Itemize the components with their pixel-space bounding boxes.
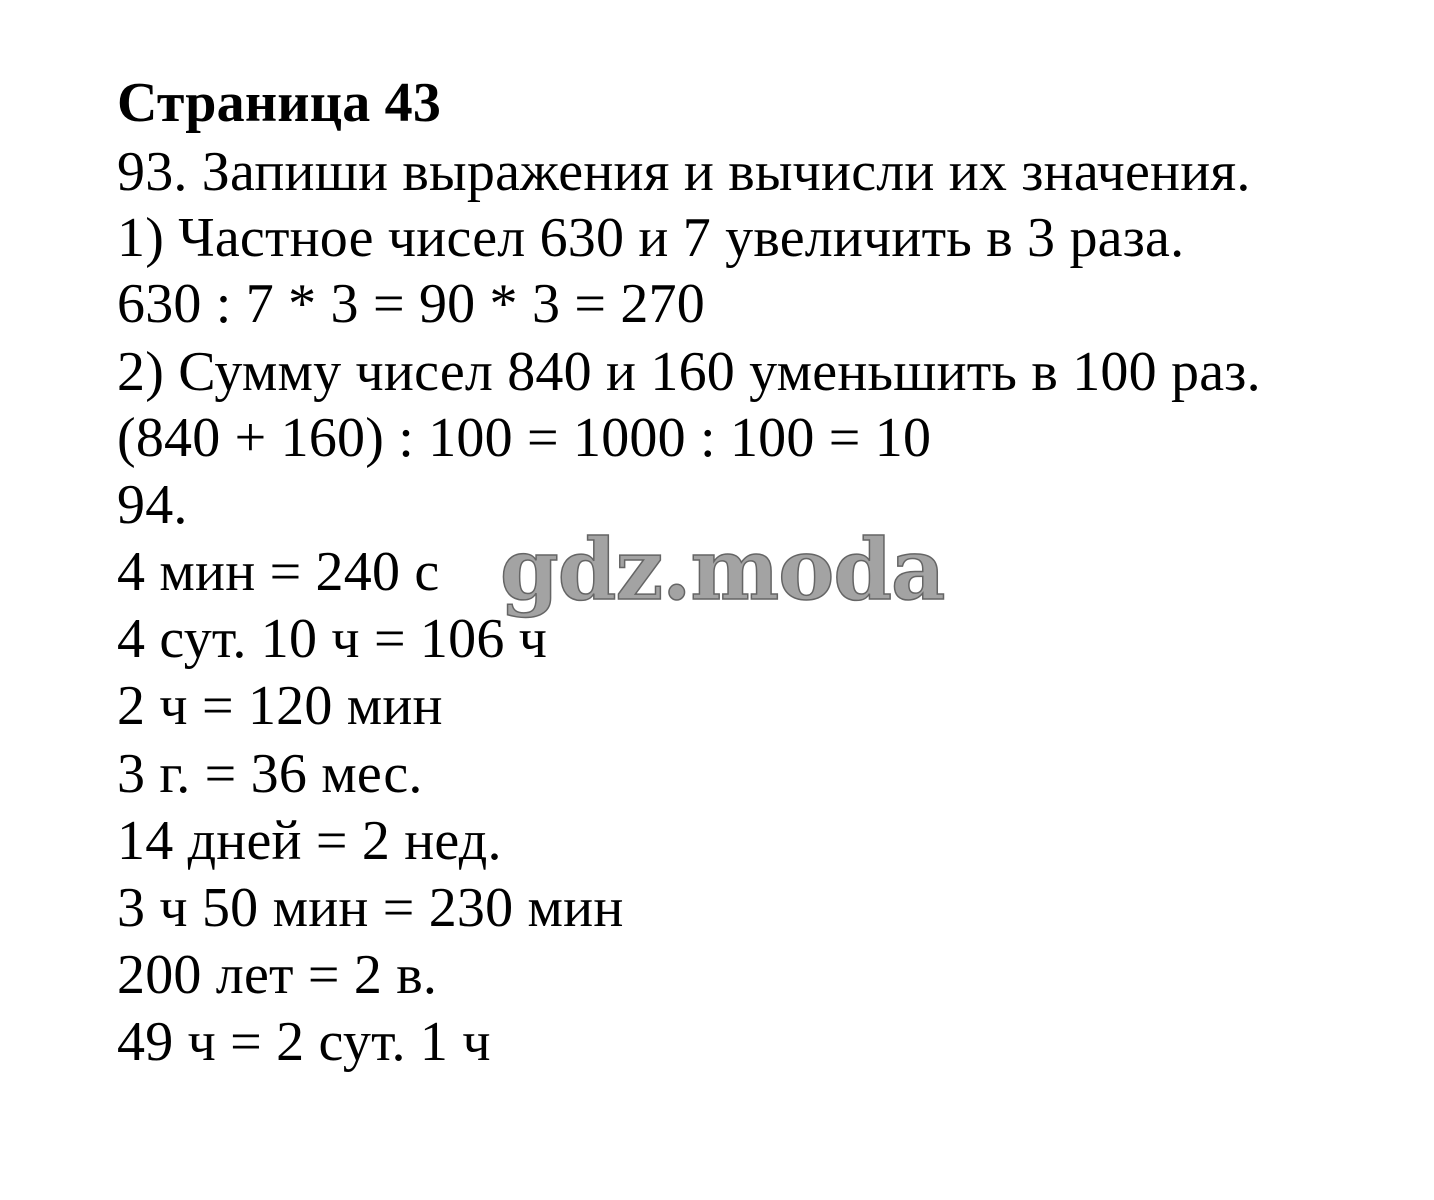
exercise-93-task-2: 2) Сумму чисел 840 и 160 уменьшить в 100 раз.: [117, 341, 1261, 403]
exercise-93-task-1: 1) Частное чисел 630 и 7 увеличить в 3 раза.: [117, 207, 1185, 269]
exercise-94-heading: 94.: [117, 474, 188, 536]
watermark-logo: gdz.moda: [500, 520, 945, 619]
exercise-94-item: 4 сут. 10 ч = 106 ч: [117, 608, 548, 670]
exercise-94-item: 200 лет = 2 в.: [117, 944, 438, 1006]
exercise-94-item: 3 г. = 36 мес.: [117, 743, 423, 805]
exercise-93-heading: 93. Запиши выражения и вычисли их значения.: [117, 141, 1251, 203]
exercise-93-answer-1: 630 : 7 * 3 = 90 * 3 = 270: [117, 273, 705, 335]
exercise-94-item: 3 ч 50 мин = 230 мин: [117, 877, 624, 939]
exercise-93-answer-2: (840 + 160) : 100 = 1000 : 100 = 10: [117, 407, 932, 469]
exercise-94-item: 49 ч = 2 сут. 1 ч: [117, 1011, 491, 1073]
exercise-94-item: 4 мин = 240 с: [117, 541, 440, 603]
page-title: Страница 43: [117, 72, 442, 134]
exercise-94-item: 2 ч = 120 мин: [117, 675, 443, 737]
exercise-94-item: 14 дней = 2 нед.: [117, 810, 502, 872]
